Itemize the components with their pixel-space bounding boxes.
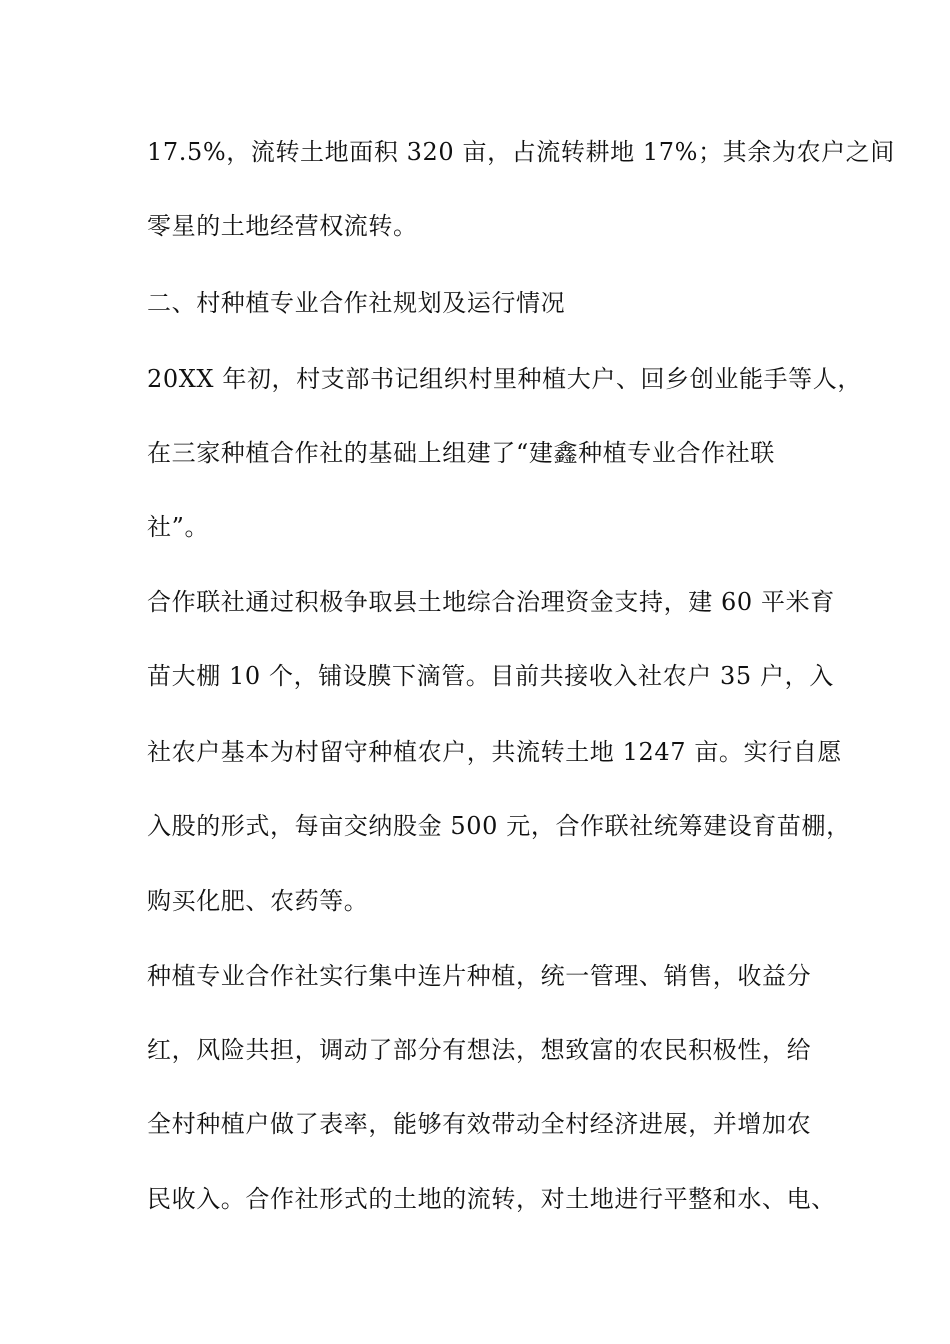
text-line-13: 红，风险共担，调动了部分有想法，想致富的农民积极性，给: [147, 1036, 812, 1064]
text-line-12: 种植专业合作社实行集中连片种植，统一管理、销售，收益分: [147, 962, 812, 990]
text-line-1: 17.5%，流转土地面积 320 亩，占流转耕地 17%；其余为农户之间: [147, 138, 895, 166]
section-heading: 二、村种植专业合作社规划及运行情况: [147, 289, 566, 317]
text-line-7: 合作联社通过积极争取县土地综合治理资金支持，建 60 平米育: [147, 588, 835, 616]
text-line-4: 20XX 年初，村支部书记组织村里种植大户、回乡创业能手等人，: [147, 365, 862, 393]
text-line-10: 入股的形式，每亩交纳股金 500 元，合作联社统筹建设育苗棚，: [147, 812, 851, 840]
text-line-5: 在三家种植合作社的基础上组建了“建鑫种植专业合作社联: [147, 439, 775, 467]
text-line-2: 零星的土地经营权流转。: [147, 212, 418, 240]
text-line-8: 苗大棚 10 个，铺设膜下滴管。目前共接收入社农户 35 户，入: [147, 662, 834, 690]
text-line-11: 购买化肥、农药等。: [147, 887, 369, 915]
text-line-9: 社农户基本为村留守种植农户，共流转土地 1247 亩。实行自愿: [147, 738, 842, 766]
text-line-14: 全村种植户做了表率，能够有效带动全村经济进展，并增加农: [147, 1110, 812, 1138]
text-line-15: 民收入。合作社形式的土地的流转，对土地进行平整和水、电、: [147, 1185, 836, 1213]
text-line-6: 社”。: [147, 513, 210, 541]
